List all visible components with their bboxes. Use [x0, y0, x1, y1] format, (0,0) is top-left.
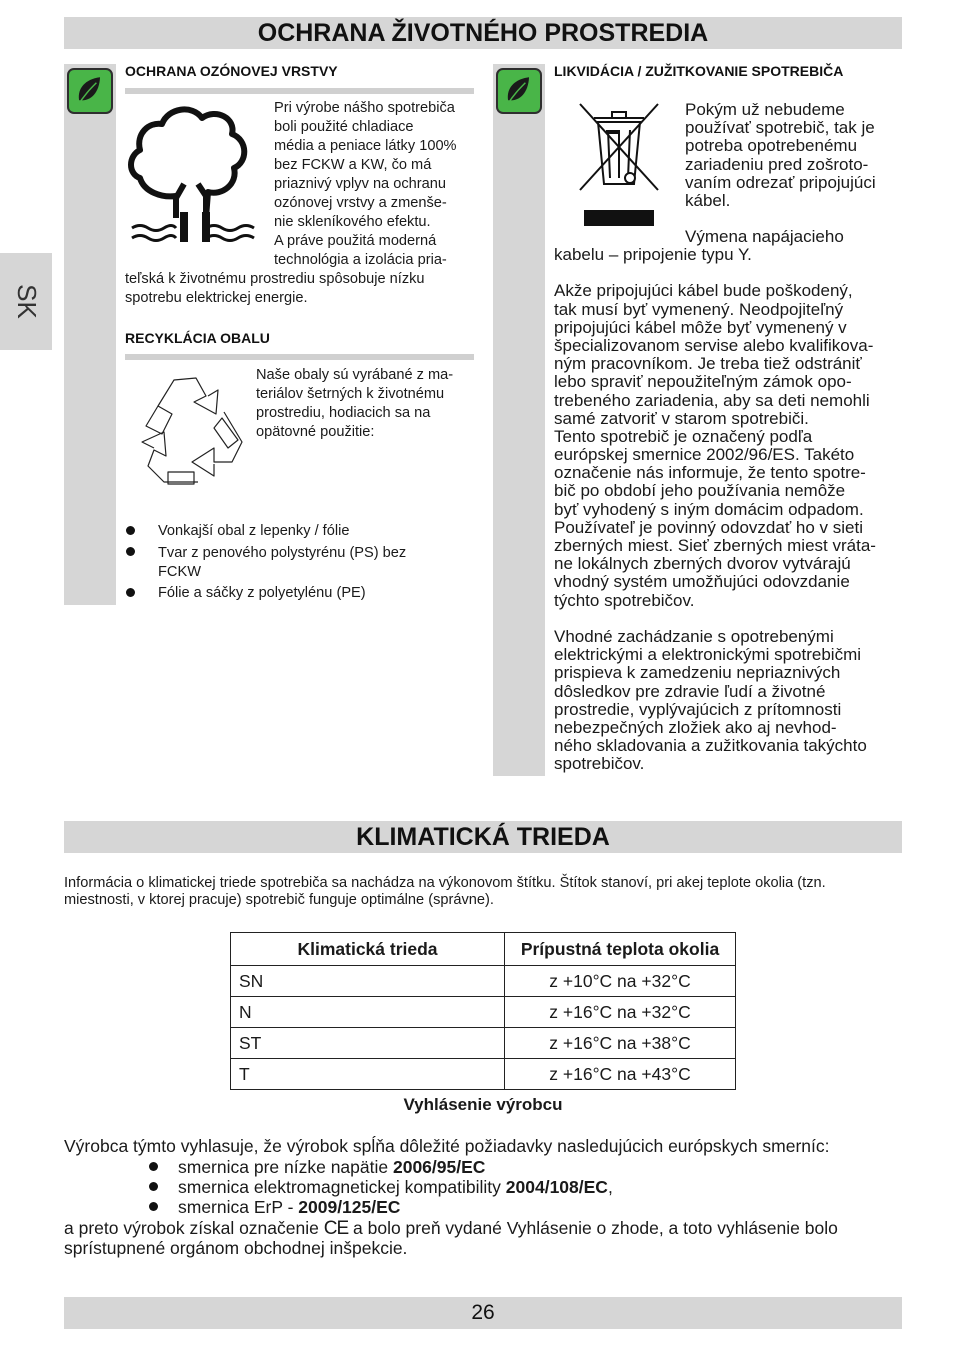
class-cell: T	[231, 1059, 505, 1090]
text-line: boli použité chladiace	[274, 119, 414, 135]
directive-text: smernica ErP -	[178, 1197, 299, 1217]
declaration-last-line: sprístupnené orgánom obchodnej inšpekcie.	[64, 1238, 408, 1258]
text-line: používať spotrebič, tak je	[685, 118, 875, 138]
text-line: miestnosti, v ktorej pracuje) spotrebič funguje optimálne (správne).	[64, 892, 494, 908]
text-line: média a peniace látky 100%	[274, 138, 457, 154]
table-row	[231, 1028, 736, 1059]
table-header-row	[231, 933, 736, 966]
text-line: európskej smernice 2002/96/ES. Takéto	[554, 445, 855, 465]
bullet-dot	[149, 1202, 158, 1211]
directive-suffix: ,	[607, 1177, 613, 1197]
crossed-bin-icon	[578, 100, 660, 228]
text-line: Tento spotrebič je označený podľa	[554, 426, 813, 446]
text-line: ného skladovania a zužitkovania takýchto	[554, 736, 867, 756]
text-line: ným pracovníkom. Je treba tiež odstrániť	[554, 354, 862, 374]
page-number: 26	[471, 1301, 495, 1324]
text-line: vhodný systém umožňujúci odovzdanie	[554, 572, 850, 592]
section-title-bar	[64, 17, 902, 49]
recycle-icon	[128, 370, 252, 490]
text-line: Vhodné zachádzanie s opotrebenými	[554, 626, 834, 646]
climate-intro	[64, 875, 904, 909]
directive-item	[178, 1157, 485, 1177]
language-tab-label: SK	[11, 284, 42, 319]
temperature-cell: z +16°C na +32°C	[505, 997, 736, 1028]
temperature-cell: z +16°C na +38°C	[505, 1028, 736, 1059]
language-tab	[0, 253, 52, 350]
text-line: elektrickými a elektronickými spotrebičmi	[554, 645, 862, 665]
directive-text: smernica elektromagnetickej kompatibility	[178, 1177, 506, 1197]
text-line: prispieva k zamedzeniu nepriaznivých	[554, 663, 841, 683]
text-line: Pokým už nebudeme	[685, 100, 845, 119]
leaf-icon	[67, 68, 113, 114]
bullet-item: Fólie a sáčky z polyetylénu (PE)	[158, 585, 366, 601]
directive-code: 2006/95/EC	[392, 1157, 486, 1177]
section-title: OCHRANA ŽIVOTNÉHO PROSTREDIA	[257, 19, 709, 47]
table-row	[231, 997, 736, 1028]
replace-cable-line: Výmena napájacieho	[685, 227, 844, 246]
text-line: Pri výrobe nášho spotrebiča	[274, 100, 455, 116]
text-line: nebezpečných zložiek ako aj nevhod-	[554, 717, 837, 737]
footer-bar	[64, 1297, 902, 1329]
text-line: samé zatvoriť v starom spotrebiči.	[554, 408, 809, 428]
table-row	[231, 966, 736, 997]
temperature-cell: z +10°C na +32°C	[505, 966, 736, 997]
declaration-intro: Výrobca týmto vyhlasuje, že výrobok spĺňa dôležité požiadavky nasledujúcich európskych smerníc:	[64, 1136, 830, 1156]
bullet-item: Vonkajší obal z lepenky / fólie	[158, 523, 350, 539]
text-line: prostrediu, hodiacich sa na	[256, 405, 431, 421]
bullet-dot	[149, 1182, 158, 1191]
ozone-heading: OCHRANA OZÓNOVEJ VRSTVY	[125, 63, 338, 79]
bullet-dot	[126, 588, 135, 597]
text-line: teľská k životnému prostrediu spôsobuje nízku	[125, 271, 425, 287]
text-line: zariadeniu pred zošroto-	[685, 154, 869, 174]
directive-code: 2009/125/EC	[298, 1197, 401, 1217]
text-line	[554, 264, 904, 282]
text-line: byť vyhodený s iným domácim odpadom.	[554, 499, 864, 519]
section-title: KLIMATICKÁ TRIEDA	[356, 823, 610, 851]
bullet-dot	[126, 547, 135, 556]
text-line: trebeného zariadenia, aby sa deti nemohli	[554, 390, 870, 410]
recycling-heading: RECYKLÁCIA OBALU	[125, 330, 270, 346]
class-cell: N	[231, 997, 505, 1028]
text-line: označenie nás informuje, že tento spotre-	[554, 463, 866, 483]
column-header: Klimatická trieda	[231, 933, 505, 966]
directive-text: smernica pre nízke napätie	[178, 1157, 393, 1177]
class-cell: SN	[231, 966, 505, 997]
text-line: prostredie, vyplývajúcich z prítomnosti	[554, 699, 842, 719]
text-span: a preto výrobok získal označenie	[64, 1218, 324, 1238]
climate-table	[230, 932, 736, 1090]
text-line: bez FCKW a KW, čo má	[274, 157, 432, 173]
directive-item	[178, 1177, 613, 1197]
text-line: ne lokálnych zberných dvorov vytvárajú	[554, 554, 851, 574]
tree-icon	[126, 100, 260, 245]
text-line: technológia a izolácia pria-	[274, 252, 447, 268]
text-line: týchto spotrebičov.	[554, 590, 695, 610]
bullet-dot	[126, 526, 135, 535]
text-line: dôsledkov pre zdravie ľudí a životné	[554, 681, 826, 701]
text-line: nie skleníkového efektu.	[274, 214, 431, 230]
text-span: a bolo preň vydané Vyhlásenie o zhode, a toto vyhlásenie bolo	[348, 1218, 838, 1238]
bullet-item-cont: FCKW	[158, 564, 201, 580]
column-header: Prípustná teplota okolia	[505, 933, 736, 966]
text-line: A práve použitá moderná	[274, 233, 437, 249]
disposal-heading: LIKVIDÁCIA / ZUŽITKOVANIE SPOTREBIČA	[554, 63, 844, 79]
text-line: priaznivý vplyv na ochranu	[274, 176, 446, 192]
text-line: spotrebu elektrickej energie.	[125, 290, 308, 306]
text-line: teriálov šetrných k životnému	[256, 386, 445, 402]
leaf-icon	[496, 68, 542, 114]
text-line: potreba opotrebenému	[685, 136, 858, 156]
temperature-cell: z +16°C na +43°C	[505, 1059, 736, 1090]
text-line: kábel.	[685, 191, 731, 211]
declaration-heading: Vyhlásenie výrobcu	[403, 1095, 563, 1114]
text-line: Používateľ je povinný odovzdať ho v sieti	[554, 517, 864, 537]
text-line: Naše obaly sú vyrábané z ma-	[256, 367, 454, 383]
ozone-text-right	[274, 99, 479, 270]
right-column-bar	[493, 64, 545, 776]
ce-mark-line	[64, 1218, 838, 1239]
text-line: špecializovanom servise alebo kvalifikova-	[554, 335, 874, 355]
text-line: tak musí byť vymenený. Neodpojiteľný	[554, 299, 844, 319]
divider	[125, 88, 474, 94]
section-title-bar	[64, 821, 902, 853]
text-line: pripojujúci kábel môže byť vymenený v	[554, 317, 847, 337]
divider	[125, 354, 474, 360]
text-line: bič po období jeho používania nemôže	[554, 481, 846, 501]
directive-code: 2004/108/EC	[505, 1177, 608, 1197]
text-line: spotrebičov.	[554, 754, 645, 774]
text-line: lebo spraviť nepoužiteľným zámok opo-	[554, 372, 852, 392]
recycling-text	[256, 366, 478, 442]
text-line	[554, 610, 904, 628]
text-line: ozónovej vrstvy a zmenše-	[274, 195, 447, 211]
disposal-text-right	[685, 101, 900, 210]
class-cell: ST	[231, 1028, 505, 1059]
bullet-item: Tvar z penového polystyrénu (PS) bez	[158, 545, 407, 561]
disposal-text-full	[554, 246, 904, 773]
ozone-text-full	[125, 270, 480, 308]
text-line: kabelu – pripojenie typu Y.	[554, 245, 752, 264]
left-column-bar	[64, 64, 116, 605]
text-line: Informácia o klimatickej triede spotrebiča sa nachádza na výkonovom štítku. Štítok stanoví, pri akej teplote okolia (tzn.	[64, 875, 826, 891]
ce-mark: CE	[323, 1218, 349, 1239]
table-row	[231, 1059, 736, 1090]
directive-item	[178, 1197, 400, 1217]
text-line: zberných miest. Sieť zberných miest vráta-	[554, 536, 876, 555]
bullet-dot	[149, 1162, 158, 1171]
text-line: opätovné použitie:	[256, 424, 375, 440]
text-line: vaním odrezať pripojujúci	[685, 172, 876, 192]
text-line: Akže pripojujúci kábel bude poškodený,	[554, 281, 853, 301]
